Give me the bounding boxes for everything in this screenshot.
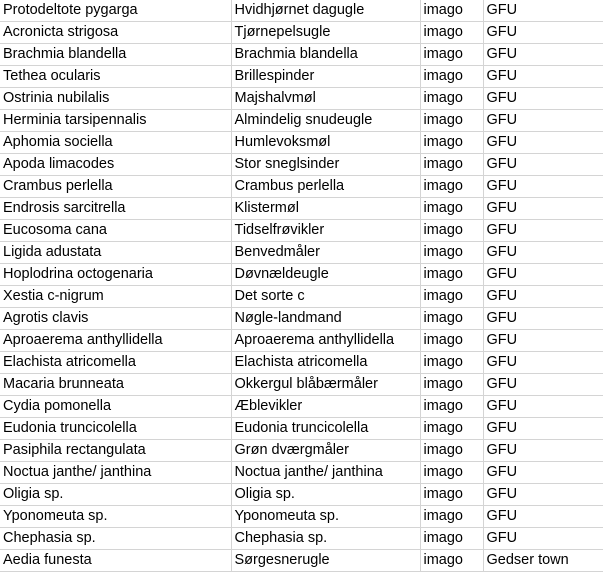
cell-location[interactable]: GFU [483,198,603,220]
cell-stage[interactable]: imago [420,462,483,484]
cell-latin-name[interactable]: Ligida adustata [0,242,231,264]
cell-stage[interactable]: imago [420,484,483,506]
cell-stage[interactable]: imago [420,264,483,286]
cell-location[interactable]: GFU [483,264,603,286]
table-row [0,66,603,88]
cell-danish-name[interactable]: Aproaerema anthyllidella [231,330,420,352]
cell-stage[interactable]: imago [420,176,483,198]
cell-danish-name[interactable]: Oligia sp. [231,484,420,506]
cell-stage[interactable]: imago [420,440,483,462]
table-row [0,132,603,154]
cell-location[interactable]: GFU [483,286,603,308]
cell-latin-name[interactable]: Macaria brunneata [0,374,231,396]
cell-stage[interactable]: imago [420,352,483,374]
cell-danish-name[interactable]: Døvnældeugle [231,264,420,286]
cell-stage[interactable]: imago [420,396,483,418]
cell-latin-name[interactable]: Eucosoma cana [0,220,231,242]
table-row [0,88,603,110]
table-row [0,198,603,220]
cell-danish-name[interactable]: Stor sneglsinder [231,154,420,176]
cell-danish-name[interactable]: Noctua janthe/ janthina [231,462,420,484]
cell-danish-name[interactable]: Grøn dværgmåler [231,440,420,462]
cell-latin-name[interactable]: Chephasia sp. [0,528,231,550]
table-row [0,110,603,132]
cell-latin-name[interactable]: Noctua janthe/ janthina [0,462,231,484]
cell-latin-name[interactable]: Brachmia blandella [0,44,231,66]
cell-latin-name[interactable]: Yponomeuta sp. [0,506,231,528]
cell-location[interactable]: GFU [483,242,603,264]
cell-stage[interactable]: imago [420,110,483,132]
cell-latin-name[interactable]: Aedia funesta [0,550,231,572]
cell-latin-name[interactable]: Crambus perlella [0,176,231,198]
cell-danish-name[interactable]: Klistermøl [231,198,420,220]
table-row [0,352,603,374]
cell-danish-name[interactable]: Elachista atricomella [231,352,420,374]
cell-danish-name[interactable]: Sørgesnerugle [231,550,420,572]
cell-latin-name[interactable]: Protodeltote pygarga [0,0,231,22]
cell-danish-name[interactable]: Tjørnepelsugle [231,22,420,44]
cell-location[interactable]: GFU [483,506,603,528]
cell-stage[interactable]: imago [420,198,483,220]
cell-latin-name[interactable]: Pasiphila rectangulata [0,440,231,462]
cell-location[interactable]: GFU [483,374,603,396]
cell-danish-name[interactable]: Hvidhjørnet dagugle [231,0,420,22]
cell-latin-name[interactable]: Oligia sp. [0,484,231,506]
table-row [0,550,603,572]
cell-latin-name[interactable]: Aproaerema anthyllidella [0,330,231,352]
cell-location[interactable]: GFU [483,22,603,44]
cell-location[interactable]: GFU [483,330,603,352]
cell-danish-name[interactable]: Benvedmåler [231,242,420,264]
table-row [0,220,603,242]
table-row [0,374,603,396]
cell-latin-name[interactable]: Endrosis sarcitrella [0,198,231,220]
cell-location[interactable]: GFU [483,132,603,154]
cell-stage[interactable]: imago [420,154,483,176]
cell-location[interactable]: GFU [483,176,603,198]
cell-stage[interactable]: imago [420,330,483,352]
table-row [0,330,603,352]
table-row [0,528,603,550]
cell-location[interactable]: GFU [483,418,603,440]
table-row [0,506,603,528]
cell-stage[interactable]: imago [420,220,483,242]
cell-danish-name[interactable]: Æblevikler [231,396,420,418]
cell-latin-name[interactable]: Ostrinia nubilalis [0,88,231,110]
cell-location[interactable]: GFU [483,352,603,374]
table-row [0,440,603,462]
cell-location[interactable]: GFU [483,0,603,22]
cell-danish-name[interactable]: Majshalvmøl [231,88,420,110]
cell-stage[interactable]: imago [420,242,483,264]
cell-danish-name[interactable]: Humlevoksmøl [231,132,420,154]
cell-danish-name[interactable]: Okkergul blåbærmåler [231,374,420,396]
cell-stage[interactable]: imago [420,44,483,66]
table-row [0,418,603,440]
table-row [0,242,603,264]
cell-stage[interactable]: imago [420,132,483,154]
cell-latin-name[interactable]: Elachista atricomella [0,352,231,374]
cell-location[interactable]: Gedser town [483,550,603,572]
table-row [0,484,603,506]
cell-latin-name[interactable]: Apoda limacodes [0,154,231,176]
cell-latin-name[interactable]: Eudonia truncicolella [0,418,231,440]
cell-latin-name[interactable]: Herminia tarsipennalis [0,110,231,132]
cell-stage[interactable]: imago [420,0,483,22]
cell-latin-name[interactable]: Hoplodrina octogenaria [0,264,231,286]
cell-danish-name[interactable]: Brillespinder [231,66,420,88]
cell-danish-name[interactable]: Brachmia blandella [231,44,420,66]
cell-location[interactable]: GFU [483,88,603,110]
cell-location[interactable]: GFU [483,396,603,418]
cell-location[interactable]: GFU [483,220,603,242]
cell-stage[interactable]: imago [420,22,483,44]
cell-danish-name[interactable]: Almindelig snudeugle [231,110,420,132]
cell-latin-name[interactable]: Xestia c-nigrum [0,286,231,308]
table-row [0,176,603,198]
cell-stage[interactable]: imago [420,88,483,110]
cell-latin-name[interactable]: Agrotis clavis [0,308,231,330]
cell-stage[interactable]: imago [420,550,483,572]
cell-danish-name[interactable]: Det sorte c [231,286,420,308]
cell-stage[interactable]: imago [420,66,483,88]
cell-location[interactable]: GFU [483,440,603,462]
cell-stage[interactable]: imago [420,528,483,550]
cell-danish-name[interactable]: Nøgle-landmand [231,308,420,330]
table-row [0,286,603,308]
cell-latin-name[interactable]: Tethea ocularis [0,66,231,88]
cell-location[interactable]: GFU [483,66,603,88]
cell-danish-name[interactable]: Yponomeuta sp. [231,506,420,528]
cell-location[interactable]: GFU [483,44,603,66]
table-row [0,22,603,44]
table-row [0,396,603,418]
table-row [0,0,603,22]
cell-location[interactable]: GFU [483,308,603,330]
cell-stage[interactable]: imago [420,308,483,330]
cell-stage[interactable]: imago [420,418,483,440]
cell-location[interactable]: GFU [483,110,603,132]
table-row [0,264,603,286]
table-row [0,308,603,330]
cell-location[interactable]: GFU [483,528,603,550]
cell-stage[interactable]: imago [420,374,483,396]
cell-location[interactable]: GFU [483,462,603,484]
cell-danish-name[interactable]: Tidselfrøvikler [231,220,420,242]
cell-stage[interactable]: imago [420,506,483,528]
table-row [0,44,603,66]
cell-danish-name[interactable]: Chephasia sp. [231,528,420,550]
cell-latin-name[interactable]: Aphomia sociella [0,132,231,154]
table-row [0,154,603,176]
cell-latin-name[interactable]: Acronicta strigosa [0,22,231,44]
cell-location[interactable]: GFU [483,154,603,176]
cell-danish-name[interactable]: Crambus perlella [231,176,420,198]
cell-stage[interactable]: imago [420,286,483,308]
cell-danish-name[interactable]: Eudonia truncicolella [231,418,420,440]
cell-location[interactable]: GFU [483,484,603,506]
table-row [0,462,603,484]
cell-latin-name[interactable]: Cydia pomonella [0,396,231,418]
